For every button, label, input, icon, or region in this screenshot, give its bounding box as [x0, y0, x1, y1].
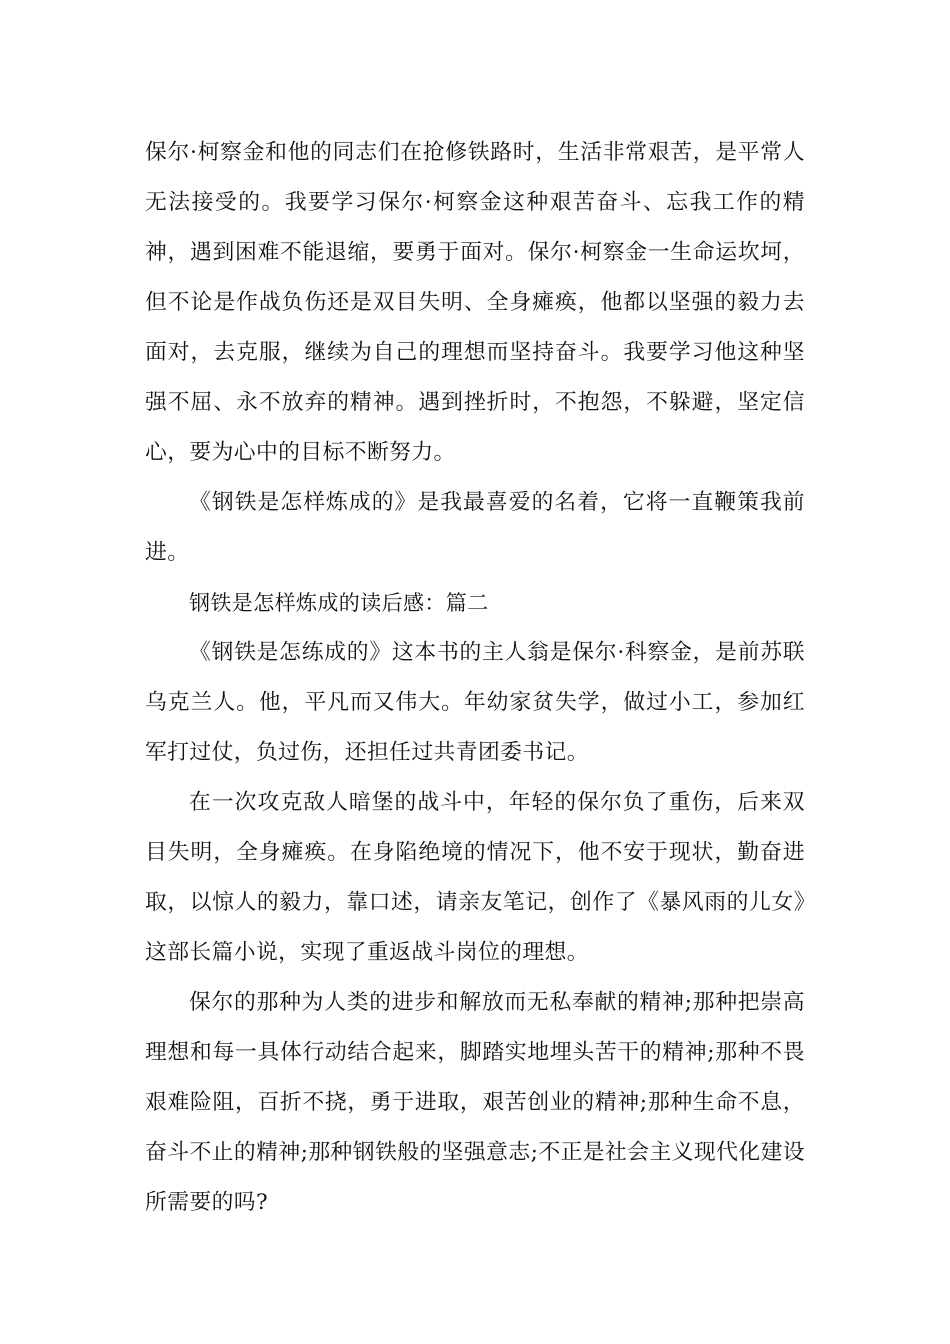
paragraph-protagonist: 《钢铁是怎练成的》这本书的主人翁是保尔·科察金，是前苏联乌克兰人。他，平凡而又伟大。年幼家贫失学，做过小工，参加红军打过仗，负过伤，还担任过共青团委书记。 — [145, 640, 805, 765]
paragraph-continuation: 保尔·柯察金和他的同志们在抢修铁路时，生活非常艰苦，是平常人无法接受的。我要学习保尔·柯察金这种艰苦奋斗、忘我工作的精神，遇到困难不能退缩，要勇于面对。保尔·柯察金一生命运坎坷，但不论是作战负伤还是双目失明、全身瘫痪，他都以坚强的毅力去面对，去克服，继续为自己的理想而坚持奋斗。我要学习他这种坚强不屈、永不放弃的精神。遇到挫折时，不抱怨，不躲避，坚定信心，要为心中的目标不断努力。 — [145, 140, 805, 465]
paragraph-favorite-book: 《钢铁是怎样炼成的》是我最喜爱的名着，它将一直鞭策我前进。 — [145, 490, 805, 565]
document-body — [145, 128, 805, 1228]
section-heading: 钢铁是怎样炼成的读后感：篇二 — [189, 591, 489, 615]
paragraph-spirit: 保尔的那种为人类的进步和解放而无私奉献的精神;那种把崇高理想和每一具体行动结合起来，脚踏实地埋头苦干的精神;那种不畏艰难险阻，百折不挠，勇于进取，艰苦创业的精神;那种生命不息，奋斗不止的精神;那种钢铁般的坚强意志;不正是社会主义现代化建设所需要的吗? — [145, 990, 805, 1215]
paragraph-battle: 在一次攻克敌人暗堡的战斗中，年轻的保尔负了重伤，后来双目失明，全身瘫痪。在身陷绝境的情况下，他不安于现状，勤奋进取，以惊人的毅力，靠口述，请亲友笔记，创作了《暴风雨的儿女》这部长篇小说，实现了重返战斗岗位的理想。 — [145, 790, 805, 965]
